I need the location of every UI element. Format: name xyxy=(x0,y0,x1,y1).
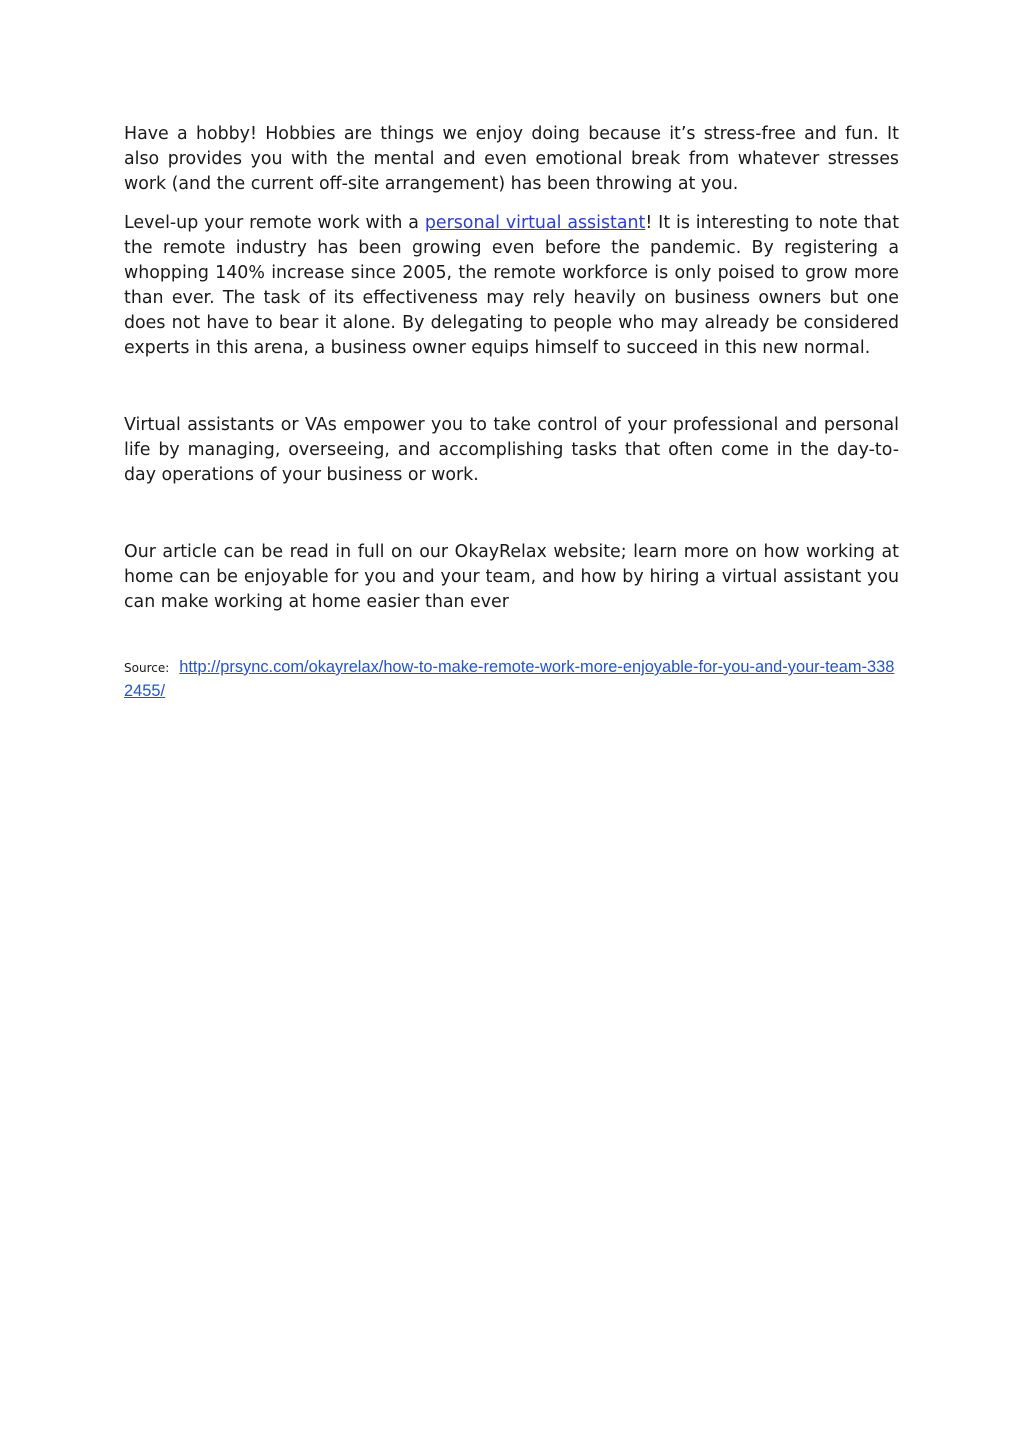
paragraph-vas-empower: Virtual assistants or VAs empower you to take control of your professional and personal life by managing, overseeing, and accomplishing tasks that often come in the day-to-day operations of your business or work. xyxy=(124,415,899,485)
paragraph-okayrelax-article: Our article can be read in full on our OkayRelax website; learn more on how working at home can be enjoyable for you and your team, and how by hiring a virtual assistant you can make working at home easier than ever xyxy=(124,542,899,612)
paragraph-hobby: Have a hobby! Hobbies are things we enjoy doing because it’s stress-free and fun. It also provides you with the mental and even emotional break from whatever stresses work (and the current off-site arrangement) has been throwing at you. xyxy=(124,124,899,194)
paragraph-virtual-assistant xyxy=(124,211,899,361)
source-citation xyxy=(124,655,899,702)
source-label: Source: xyxy=(124,661,170,675)
personal-virtual-assistant-link[interactable]: personal virtual assistant xyxy=(424,213,646,233)
paragraph-text-before-link: Level-up your remote work with a xyxy=(124,213,425,233)
document-page xyxy=(124,122,899,702)
paragraph-text-after-link: ! It is interesting to note that the remote industry has been growing even before the pandemic. By registering a whopping 140% increase since 2005, the remote workforce is only poised to grow more than ever. The task of its effectiveness may rely heavily on business owners but one does not have to bear it alone. By delegating to people who may already be considered experts in this arena, a business owner equips himself to succeed in this new normal. xyxy=(124,213,900,358)
source-url-link[interactable]: http://prsync.com/okayrelax/how-to-make-remote-work-more-enjoyable-for-you-and-your-team-3382455/ xyxy=(124,658,895,700)
